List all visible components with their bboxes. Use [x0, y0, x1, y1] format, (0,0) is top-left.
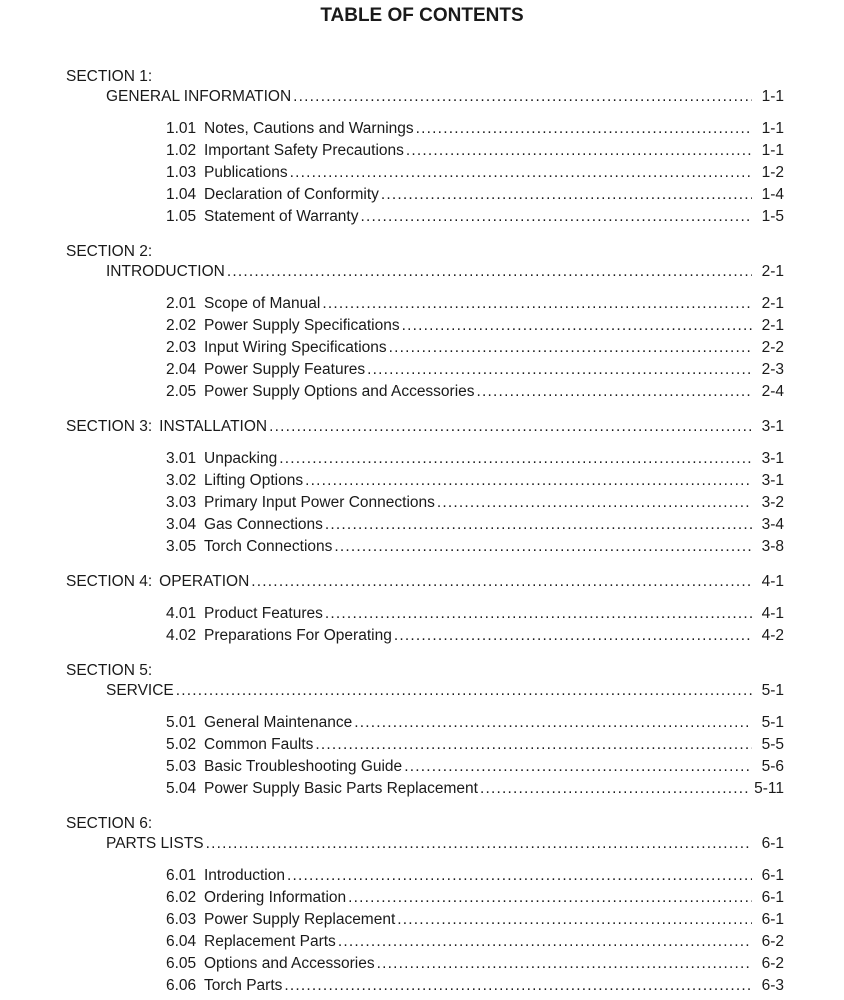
dot-leader [389, 338, 752, 358]
page-number: 2-4 [761, 383, 784, 400]
dot-leader [402, 316, 752, 336]
entry-number: 3.02 [166, 472, 197, 489]
dot-leader [338, 932, 752, 952]
toc-entry-6-06[interactable] [166, 976, 784, 996]
toc-entry-2-05[interactable] [166, 382, 784, 402]
entry-label: INTRODUCTION [106, 263, 225, 280]
dot-leader [251, 572, 752, 592]
toc-entry-6-04[interactable] [166, 932, 784, 952]
dot-leader [480, 779, 750, 799]
entry-number: 6.05 [166, 955, 197, 972]
dot-leader [284, 976, 752, 996]
page-number: 4-2 [761, 627, 784, 644]
entry-number: 6.02 [166, 889, 197, 906]
toc-entry-section-5[interactable] [106, 681, 784, 701]
entry-number: 6.01 [166, 867, 197, 884]
page-number: 5-1 [761, 682, 784, 699]
entry-label: Important Safety Precautions [204, 142, 404, 159]
page-number: 1-1 [761, 88, 784, 105]
dot-leader [206, 834, 752, 854]
page-number: 6-1 [761, 911, 784, 928]
page-number: 4-1 [761, 605, 784, 622]
entry-number: 2.04 [166, 361, 197, 378]
entry-number: 1.04 [166, 186, 197, 203]
section-4-heading: SECTION 4: [66, 573, 153, 590]
page-number: 2-1 [761, 263, 784, 280]
page-number: 1-2 [761, 164, 784, 181]
page-number: 1-1 [761, 142, 784, 159]
page-title: TABLE OF CONTENTS [320, 5, 524, 26]
section-2-heading: SECTION 2: [66, 243, 153, 260]
entry-label: GENERAL INFORMATION [106, 88, 292, 105]
dot-leader [477, 382, 752, 402]
toc-entry-4-02[interactable] [166, 626, 784, 646]
dot-leader [325, 604, 752, 624]
dot-leader [334, 537, 752, 557]
dot-leader [176, 681, 752, 701]
dot-leader [394, 626, 752, 646]
toc-entry-section-4[interactable] [66, 572, 784, 592]
toc-entry-5-04[interactable] [166, 779, 784, 799]
page-number: 6-2 [761, 955, 784, 972]
dot-leader [437, 493, 752, 513]
toc-entry-3-01[interactable] [166, 449, 784, 469]
dot-leader [305, 471, 752, 491]
entry-number: 1.05 [166, 208, 197, 225]
page-number: 5-11 [754, 780, 784, 797]
page-number: 2-1 [761, 317, 784, 334]
toc-entry-1-02[interactable] [166, 141, 784, 161]
toc-entry-1-05[interactable] [166, 207, 784, 227]
entry-number: 1.03 [166, 164, 197, 181]
section-3-heading: SECTION 3: [66, 418, 153, 435]
toc-entry-section-3[interactable] [66, 417, 784, 437]
entry-label: Common Faults [204, 736, 314, 753]
page-number: 5-5 [761, 736, 784, 753]
entry-label: OPERATION [159, 573, 250, 590]
entry-number: 1.02 [166, 142, 197, 159]
toc-entry-2-03[interactable] [166, 338, 784, 358]
entry-label: Gas Connections [204, 516, 323, 533]
dot-leader [397, 910, 752, 930]
toc-entry-2-01[interactable] [166, 294, 784, 314]
toc-entry-3-03[interactable] [166, 493, 784, 513]
entry-label: General Maintenance [204, 714, 353, 731]
dot-leader [290, 163, 752, 183]
page-number: 4-1 [761, 573, 784, 590]
entry-label: Power Supply Features [204, 361, 366, 378]
dot-leader [325, 515, 752, 535]
page-number: 1-4 [761, 186, 784, 203]
section-6-heading: SECTION 6: [66, 815, 153, 832]
entry-label: Unpacking [204, 450, 278, 467]
entry-label: Replacement Parts [204, 933, 336, 950]
page-number: 6-1 [761, 867, 784, 884]
entry-number: 3.03 [166, 494, 197, 511]
toc-entry-3-04[interactable] [166, 515, 784, 535]
toc-entry-6-05[interactable] [166, 954, 784, 974]
entry-label: PARTS LISTS [106, 835, 204, 852]
dot-leader [269, 417, 752, 437]
entry-label: Input Wiring Specifications [204, 339, 387, 356]
entry-label: Basic Troubleshooting Guide [204, 758, 403, 775]
entry-number: 5.04 [166, 780, 197, 797]
entry-label: Power Supply Replacement [204, 911, 396, 928]
toc-entry-5-03[interactable] [166, 757, 784, 777]
dot-leader [377, 954, 752, 974]
entry-number: 2.05 [166, 383, 197, 400]
entry-number: 6.06 [166, 977, 197, 994]
toc-entry-6-01[interactable] [166, 866, 784, 886]
entry-number: 2.03 [166, 339, 197, 356]
page-number: 5-1 [761, 714, 784, 731]
toc-entry-6-03[interactable] [166, 910, 784, 930]
entry-number: 3.05 [166, 538, 197, 555]
page-number: 5-6 [761, 758, 784, 775]
entry-label: Power Supply Options and Accessories [204, 383, 475, 400]
section-5-heading: SECTION 5: [66, 662, 153, 679]
toc-entry-section-2[interactable] [106, 262, 784, 282]
page-number: 6-2 [761, 933, 784, 950]
entry-label: SERVICE [106, 682, 174, 699]
entry-label: Options and Accessories [204, 955, 375, 972]
entry-label: Lifting Options [204, 472, 304, 489]
page-number: 3-1 [761, 472, 784, 489]
entry-number: 2.01 [166, 295, 197, 312]
dot-leader [348, 888, 752, 908]
entry-number: 6.03 [166, 911, 197, 928]
entry-label: Ordering Information [204, 889, 347, 906]
entry-label: Declaration of Conformity [204, 186, 379, 203]
toc-entry-1-04[interactable] [166, 185, 784, 205]
toc-entry-1-01[interactable] [166, 119, 784, 139]
dot-leader [361, 207, 753, 227]
entry-number: 5.02 [166, 736, 197, 753]
toc-entry-5-02[interactable] [166, 735, 784, 755]
page-number: 3-1 [761, 418, 784, 435]
page-number: 2-3 [761, 361, 784, 378]
entry-label: INSTALLATION [159, 418, 268, 435]
toc-entry-2-02[interactable] [166, 316, 784, 336]
entry-label: Publications [204, 164, 288, 181]
entry-label: Primary Input Power Connections [204, 494, 435, 511]
toc-entry-3-05[interactable] [166, 537, 784, 557]
entry-number: 3.04 [166, 516, 197, 533]
dot-leader [406, 141, 752, 161]
toc-entry-3-02[interactable] [166, 471, 784, 491]
page-number: 2-2 [761, 339, 784, 356]
toc-entry-section-6[interactable] [106, 834, 784, 854]
toc-entry-5-01[interactable] [166, 713, 784, 733]
dot-leader [322, 294, 752, 314]
entry-label: Product Features [204, 605, 323, 622]
entry-label: Introduction [204, 867, 285, 884]
entry-label: Torch Parts [204, 977, 283, 994]
entry-number: 2.02 [166, 317, 197, 334]
toc-entry-1-03[interactable] [166, 163, 784, 183]
entry-label: Scope of Manual [204, 295, 321, 312]
toc-entry-section-1[interactable] [106, 87, 784, 107]
dot-leader [279, 449, 752, 469]
toc-entry-2-04[interactable] [166, 360, 784, 380]
entry-number: 5.01 [166, 714, 197, 731]
page-number: 3-2 [761, 494, 784, 511]
toc-entry-4-01[interactable] [166, 604, 784, 624]
entry-label: Statement of Warranty [204, 208, 359, 225]
toc-entry-6-02[interactable] [166, 888, 784, 908]
entry-label: Power Supply Specifications [204, 317, 400, 334]
page-number: 1-5 [761, 208, 784, 225]
entry-label: Power Supply Basic Parts Replacement [204, 780, 478, 797]
dot-leader [293, 87, 752, 107]
page-number: 1-1 [761, 120, 784, 137]
dot-leader [367, 360, 752, 380]
entry-number: 6.04 [166, 933, 197, 950]
dot-leader [315, 735, 752, 755]
entry-label: Torch Connections [204, 538, 333, 555]
page-number: 6-1 [761, 889, 784, 906]
entry-number: 5.03 [166, 758, 197, 775]
page-number: 2-1 [761, 295, 784, 312]
page-number: 3-8 [761, 538, 784, 555]
page-number: 3-1 [761, 450, 784, 467]
section-1-heading: SECTION 1: [66, 68, 153, 85]
dot-leader [354, 713, 752, 733]
dot-leader [227, 262, 752, 282]
entry-number: 1.01 [166, 120, 197, 137]
entry-number: 4.02 [166, 627, 197, 644]
page-number: 3-4 [761, 516, 784, 533]
dot-leader [416, 119, 752, 139]
entry-label: Preparations For Operating [204, 627, 392, 644]
dot-leader [381, 185, 752, 205]
entry-label: Notes, Cautions and Warnings [204, 120, 414, 137]
dot-leader [404, 757, 752, 777]
page-number: 6-3 [761, 977, 784, 994]
entry-number: 3.01 [166, 450, 197, 467]
entry-number: 4.01 [166, 605, 197, 622]
page-number: 6-1 [761, 835, 784, 852]
dot-leader [287, 866, 752, 886]
